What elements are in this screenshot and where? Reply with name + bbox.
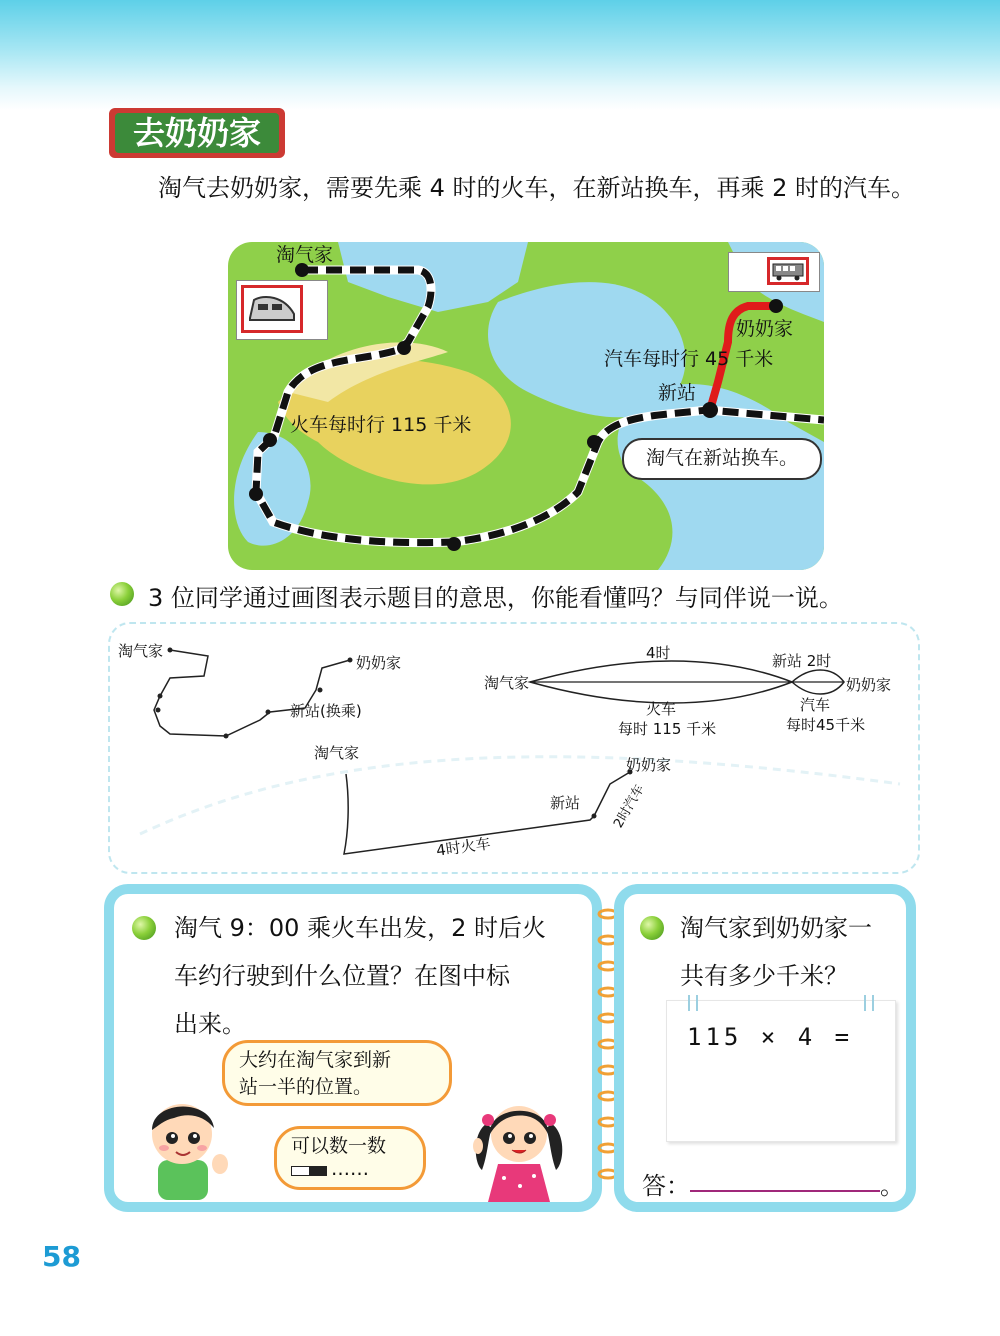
sketch2-train-label: 火车 [646,700,677,718]
question-3-line1: 淘气家到奶奶家一 [680,914,872,942]
intro-text: 淘气去奶奶家，需要先乘 4 时的火车，在新站换车，再乘 2 时的汽车。 [158,174,916,202]
page-number: 58 [42,1240,81,1273]
header-band [0,0,1000,110]
sketch2-bus-speed: 每时45千米 [786,716,866,734]
bullet-icon [110,582,134,606]
sketch3-bus-leg: 2时汽车 [611,782,648,831]
map-change-bubble [622,438,822,480]
sketch2-home: 淘气家 [484,674,530,692]
question-2-panel [104,884,602,1212]
sketch2-bus-label: 汽车 [800,696,831,714]
girl-speech-bubble [274,1126,426,1190]
question-2-line3: 出来。 [174,1010,246,1038]
answer-blank[interactable] [690,1190,880,1192]
calculation-text: 115 × 4 = [687,1023,854,1051]
sketch2-time-train: 4时 [646,644,671,662]
map-change-bubble-text: 淘气在新站换车。 [645,447,798,469]
sketch3-station: 新站 [550,794,581,812]
sketch1-grandma: 奶奶家 [356,654,402,672]
sketch1-station: 新站(换乘) [290,702,362,720]
question-2-line1: 淘气 9：00 乘火车出发，2 时后火 [174,914,546,942]
map-train-speed-label: 火车每时行 115 千米 [290,414,472,436]
boy-illustration [134,1094,234,1202]
answer-end: 。 [880,1172,904,1200]
sketch3-grandma: 奶奶家 [626,756,672,774]
paper-clip-icon [667,993,895,1017]
sketch3-home: 淘气家 [314,744,360,762]
girl-illustration [464,1094,574,1202]
sketch2-grandma: 奶奶家 [846,676,892,694]
question-2-line2: 车约行驶到什么位置？在图中标 [174,962,510,990]
map-bus-speed-label: 汽车每时行 45 千米 [604,348,774,370]
boy-bubble-line1: 大约在淘气家到新 [239,1049,392,1071]
sketch3-train-leg: 4时火车 [435,834,492,860]
bus-icon [728,252,820,292]
map-home-label: 淘气家 [276,244,334,266]
bullet-icon [640,916,664,940]
calculation-note [666,1000,896,1142]
sketch2-train-speed: 每时 115 千米 [618,720,717,738]
train-icon [236,280,328,340]
map-grandma-label: 奶奶家 [736,318,794,340]
boy-speech-bubble [222,1040,452,1106]
girl-bubble-text: 可以数一数 [291,1135,387,1157]
bullet-icon [132,916,156,940]
sketch2-station-time: 新站 2时 [772,652,832,670]
bar-segment-icon [291,1166,327,1176]
route-map [228,242,824,570]
question-1: 3 位同学通过画图表示题目的意思，你能看懂吗？与同伴说一说。 [148,584,843,612]
sketch1-home: 淘气家 [118,642,164,660]
student-sketches [108,622,920,874]
boy-bubble-line2: 站一半的位置。 [239,1076,373,1098]
lesson-title-badge [109,108,285,158]
answer-label: 答： [642,1172,690,1200]
girl-bubble-dots: …… [331,1158,369,1180]
question-3-line2: 共有多少千米？ [680,962,848,990]
lesson-title: 去奶奶家 [115,113,279,153]
map-station-label: 新站 [658,382,697,404]
